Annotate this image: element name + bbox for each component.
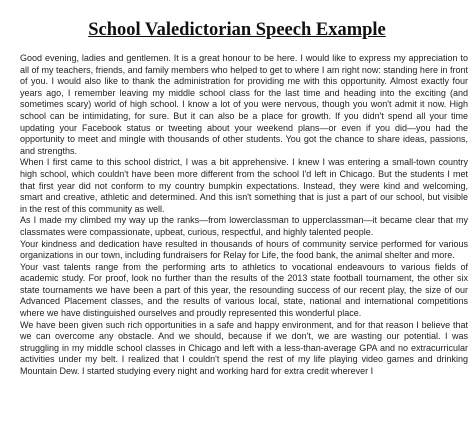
paragraph-community-service: Your kindness and dedication have resulted in thousands of hours of community service performed for various organizations in our town, including fundraisers for Relay for Life, the food bank, the animal shelter and more. xyxy=(20,238,468,261)
paragraph-opportunities: We have been given such rich opportunities in a safe and happy environment, and for that reason I believe that we can overcome any obstacle. And we should, because if we don't, we are wasting our potential. I was struggling in my middle school classes in Chicago and left with a less-than-average GPA and no extracurricular activities under my belt. I realized that I couldn't spend the rest of my life playing video games and drinking Mountain Dew. I started studying every night and working hard for extra credit wherever I xyxy=(20,319,468,377)
paragraph-classmates: As I made my climbed my way up the ranks—from lowerclassman to upperclassman—it became clear that my classmates were compassionate, upbeat, curious, respectful, and highly talented people. xyxy=(20,215,468,237)
paragraph-school-district: When I first came to this school district, I was a bit apprehensive. I knew I was entering a small-town country high school, which couldn't have been more different from the school I'd left in Chicago. But the students I met that first year did not conform to my country bumpkin expectations. Instead, they were kind and welcoming, smart and creative, athletic and determined. And this isn't something that is just a part of our school, but visible in the rest of this community as well. xyxy=(20,157,468,214)
document-body xyxy=(20,53,468,378)
paragraph-talents: Your vast talents range from the performing arts to athletics to vocational endeavours to various fields of academic study. For proof, look no further than the results of the 2013 state football tournament, the other six state tournaments we have been a part of this year, the resounding success of our recent play, the size of our Advanced Placement classes, and the results of various local, state, national and international competitions where we have distinguished ourselves and proudly represented this wonderful place. xyxy=(20,261,468,319)
paragraph-introduction: Good evening, ladies and gentlemen. It is a great honour to be here. I would like to express my appreciation to all of my teachers, friends, and family members who helped to get to where I am right now: standing here in front of you. I would also like to thank the administration for providing me with this opportunity. Almost exactly four years ago, I remember leaving my middle school class for the last time and heading into the exciting (and sometimes scary) world of high school. I know a lot of you were nervous, though you won't admit it now. High school can be intimidating, for sure. But it can also be a place for growth. If you didn't spend all your time updating your Facebook status or tweeting about your weekend plans—or even if you did—you had the opportunity to meet and mingle with thousands of other students. You got the chance to share ideas, passions, and strengths. xyxy=(20,53,468,156)
document-title: School Valedictorian Speech Example xyxy=(88,20,386,40)
